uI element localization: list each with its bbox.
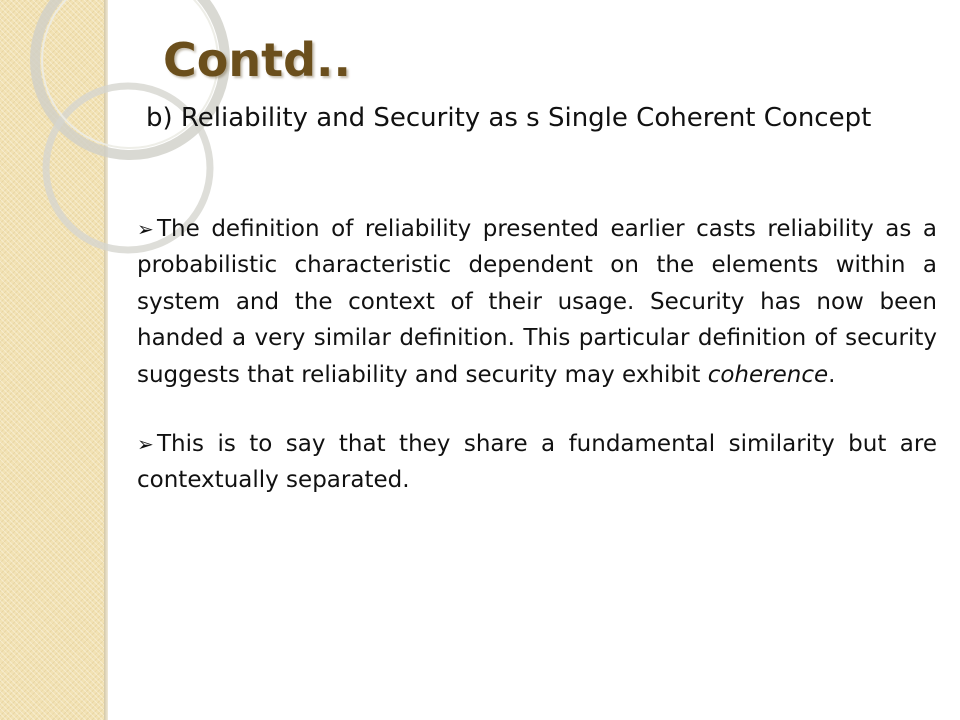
slide-title: Contd.. bbox=[163, 33, 351, 87]
bullet-text-end: . bbox=[828, 361, 836, 388]
bullet-item bbox=[137, 426, 937, 499]
bullet-item bbox=[137, 211, 937, 393]
bullet-text: The definition of reliability presented earlier casts reliability as a probabilistic characteristic dependent on the elements within a system and the context of their usage. Security has now been handed a very similar definition. This particular definition of security suggests that reliability and security may exhibit bbox=[137, 216, 937, 388]
arrow-bullet-icon: ➢ bbox=[137, 432, 154, 457]
slide-subtitle bbox=[130, 97, 890, 139]
slide-subtitle-text: b) Reliability and Security as s Single Coherent Concept bbox=[146, 103, 872, 133]
bullet-text: This is to say that they share a fundamental similarity but are contextually separated. bbox=[137, 431, 937, 494]
bullet-emphasis: coherence bbox=[707, 361, 829, 388]
bullet-list bbox=[137, 211, 937, 532]
arrow-bullet-icon: ➢ bbox=[137, 217, 154, 241]
